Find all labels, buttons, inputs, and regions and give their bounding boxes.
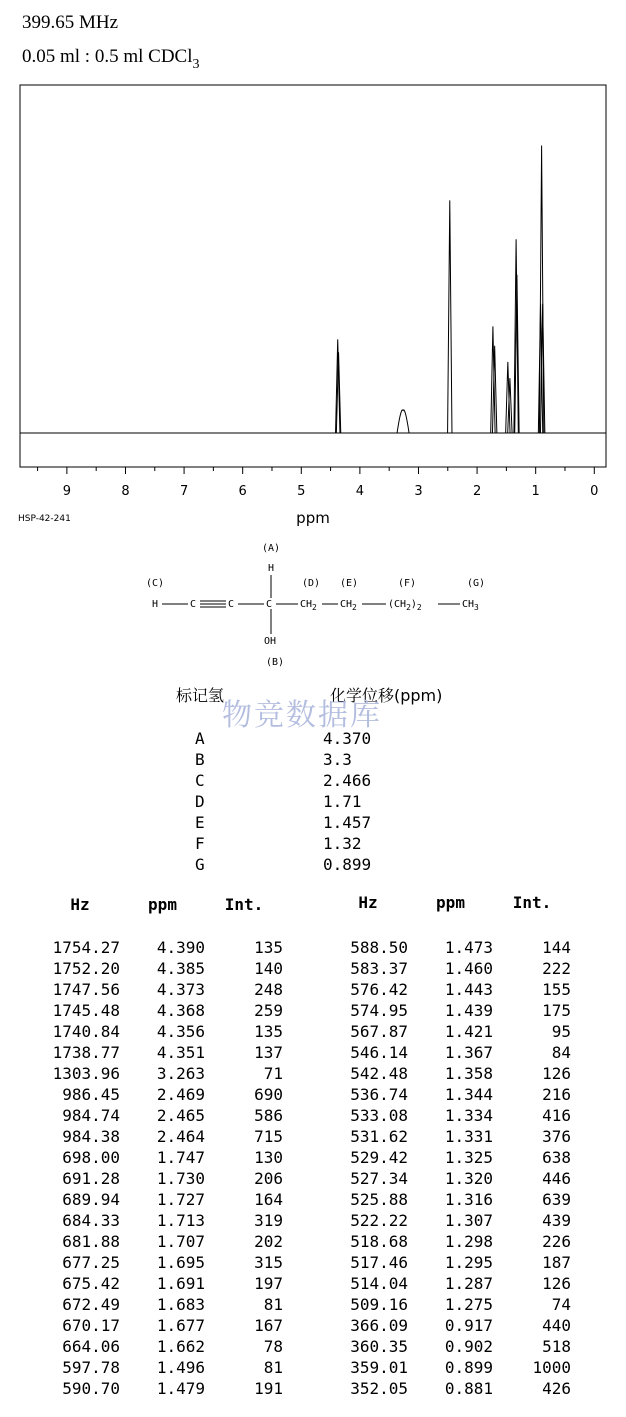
header-ppm: ppm	[148, 895, 177, 914]
sample-code: HSP-42-241	[18, 514, 71, 524]
peak-rows-right	[328, 937, 571, 1399]
peak-int: 639	[542, 1190, 571, 1209]
peak-hz: 509.16	[350, 1295, 408, 1314]
sample-description	[22, 46, 200, 73]
peak-rows-left	[40, 937, 283, 1399]
peak-row	[40, 1147, 283, 1168]
assignment-row	[195, 749, 371, 770]
peak-int: 446	[542, 1169, 571, 1188]
peak-hz: 1754.27	[52, 938, 120, 957]
atom-oh: OH	[264, 636, 277, 647]
peak-row	[40, 1378, 283, 1399]
peak-hz: 567.87	[350, 1022, 408, 1041]
peak-int: 71	[263, 1064, 283, 1083]
peak-hz: 352.05	[350, 1379, 408, 1398]
peak-int: 518	[542, 1337, 571, 1356]
peak-row	[40, 1231, 283, 1252]
peak-row	[328, 1252, 571, 1273]
peak-row	[40, 1189, 283, 1210]
peak-int: 144	[542, 938, 571, 957]
peak-ppm: 1.730	[156, 1169, 205, 1188]
peak-ppm: 4.390	[156, 938, 205, 957]
assignment-shift-header: 化学位移(ppm)	[330, 686, 443, 705]
peak-ppm: 4.373	[156, 980, 205, 999]
peak-int: 1000	[532, 1358, 571, 1377]
assignment-table	[195, 728, 371, 875]
peak-int: 81	[263, 1358, 283, 1377]
peak-int: 319	[254, 1211, 283, 1230]
peak-int: 248	[254, 980, 283, 999]
peak-row	[328, 1294, 571, 1315]
assignment-shift: 1.71	[323, 792, 362, 811]
assignment-row	[195, 812, 371, 833]
atom-ch2-f	[388, 599, 422, 612]
peak-row	[328, 979, 571, 1000]
peak-ppm: 1.691	[156, 1274, 205, 1293]
peak-hz: 359.01	[350, 1358, 408, 1377]
peak-int: 376	[542, 1127, 571, 1146]
peak-ppm: 1.695	[156, 1253, 205, 1272]
x-tick-label: 7	[179, 484, 189, 499]
atom-ch2-d	[300, 599, 317, 612]
peak-ppm: 1.358	[444, 1064, 493, 1083]
atom-ch2-e	[340, 599, 357, 612]
peak-ppm: 1.683	[156, 1295, 205, 1314]
header-hz: Hz	[70, 895, 90, 914]
peak-ppm: 1.367	[444, 1043, 493, 1062]
peak-hz: 517.46	[350, 1253, 408, 1272]
assignment-label: A	[195, 729, 205, 748]
peak-hz: 529.42	[350, 1148, 408, 1167]
sample-subscript: 3	[192, 57, 200, 72]
peak-row	[328, 1273, 571, 1294]
peak-row	[328, 1168, 571, 1189]
chemical-structure	[130, 538, 510, 668]
x-tick-label: 6	[238, 484, 247, 499]
peak-int: 259	[254, 1001, 283, 1020]
peak-ppm: 1.275	[444, 1295, 493, 1314]
peak-int: 222	[542, 959, 571, 978]
peak-row	[40, 1021, 283, 1042]
atom-ch3-g-main: CH	[462, 599, 475, 610]
atom-ch2-f-sub: 2	[406, 603, 411, 612]
peak-hz: 691.28	[62, 1169, 120, 1188]
atom-ch3-g-sub: 3	[474, 603, 479, 612]
peak-int: 137	[254, 1043, 283, 1062]
header-ppm: ppm	[436, 893, 465, 912]
peak-int: 315	[254, 1253, 283, 1272]
peak-hz: 677.25	[62, 1253, 120, 1272]
peak-row	[40, 1000, 283, 1021]
atom-ch2-d-main: CH	[300, 599, 313, 610]
peak-int: 638	[542, 1148, 571, 1167]
peak-list-header	[40, 895, 283, 915]
atom-c-1: C	[190, 599, 197, 610]
peak-row	[328, 1315, 571, 1336]
peak-hz: 1738.77	[52, 1043, 120, 1062]
peak-int: 586	[254, 1106, 283, 1125]
label-a: (A)	[262, 543, 281, 554]
peak-ppm: 1.287	[444, 1274, 493, 1293]
peak-ppm: 1.713	[156, 1211, 205, 1230]
x-tick-label: 3	[414, 484, 423, 499]
peak-row	[328, 1021, 571, 1042]
peak-int: 715	[254, 1127, 283, 1146]
peak-row	[40, 1315, 283, 1336]
peak-int: 216	[542, 1085, 571, 1104]
peak-hz: 518.68	[350, 1232, 408, 1251]
peak-int: 187	[542, 1253, 571, 1272]
peak-ppm: 0.881	[444, 1379, 493, 1398]
x-tick-label: 5	[297, 484, 306, 499]
assignment-row	[195, 770, 371, 791]
peak-ppm: 1.677	[156, 1316, 205, 1335]
peak-row	[40, 1273, 283, 1294]
atom-h-terminal: H	[152, 599, 159, 610]
peak-row	[328, 1189, 571, 1210]
atom-ch2-f-count: 2	[416, 603, 422, 612]
peak-int: 175	[542, 1001, 571, 1020]
peak-ppm: 4.351	[156, 1043, 205, 1062]
peak-hz: 588.50	[350, 938, 408, 957]
peak-int: 155	[542, 980, 571, 999]
peak-hz: 522.22	[350, 1211, 408, 1230]
assignment-row	[195, 854, 371, 875]
peak-int: 439	[542, 1211, 571, 1230]
atom-c-3: C	[266, 599, 273, 610]
peak-ppm: 1.344	[444, 1085, 493, 1104]
x-axis-label: ppm	[296, 509, 330, 527]
label-f: (F)	[398, 578, 417, 589]
peak-int: 440	[542, 1316, 571, 1335]
peak-ppm: 1.316	[444, 1190, 493, 1209]
peak-int: 84	[551, 1043, 571, 1062]
peak-ppm: 2.469	[156, 1085, 205, 1104]
peak-ppm: 1.473	[444, 938, 493, 957]
watermark: 物竞数据库	[222, 698, 382, 733]
peak-int: 135	[254, 1022, 283, 1041]
peak-ppm: 1.307	[444, 1211, 493, 1230]
peak-hz: 1747.56	[52, 980, 120, 999]
peak-ppm: 2.464	[156, 1127, 205, 1146]
spectrum-trace-group	[20, 146, 606, 433]
peak-ppm: 1.496	[156, 1358, 205, 1377]
peak-row	[328, 937, 571, 958]
spectrometer-frequency: 399.65 MHz	[22, 12, 119, 33]
assignment-shift: 3.3	[323, 750, 352, 769]
peak-int: 191	[254, 1379, 283, 1398]
atom-ch3-g	[462, 599, 479, 612]
peak-int: 416	[542, 1106, 571, 1125]
peak-row	[40, 1105, 283, 1126]
header-int: Int.	[224, 895, 264, 914]
peak-hz: 542.48	[350, 1064, 408, 1083]
peak-row	[328, 1357, 571, 1378]
atom-ch2-e-main: CH	[340, 599, 353, 610]
atom-ch2-f-close: )	[410, 599, 417, 610]
peak-hz: 360.35	[350, 1337, 408, 1356]
peak-hz: 984.38	[62, 1127, 120, 1146]
peak-hz: 1740.84	[52, 1022, 120, 1041]
peak-row	[328, 1042, 571, 1063]
peak-int: 126	[542, 1064, 571, 1083]
assignment-shift: 4.370	[323, 729, 372, 748]
peak-hz: 590.70	[62, 1379, 120, 1398]
spectrum-peak	[448, 200, 452, 433]
peak-ppm: 0.917	[444, 1316, 493, 1335]
peak-hz: 533.08	[350, 1106, 408, 1125]
peak-hz: 536.74	[350, 1085, 408, 1104]
peak-ppm: 2.465	[156, 1106, 205, 1125]
x-tick-label: 4	[355, 484, 365, 499]
peak-row	[40, 1357, 283, 1378]
peak-int: 167	[254, 1316, 283, 1335]
peak-row	[40, 1294, 283, 1315]
peak-ppm: 1.747	[156, 1148, 205, 1167]
peak-hz: 986.45	[62, 1085, 120, 1104]
peak-row	[40, 1336, 283, 1357]
peak-row	[328, 1336, 571, 1357]
peak-int: 81	[263, 1295, 283, 1314]
peak-ppm: 1.295	[444, 1253, 493, 1272]
peak-ppm: 1.479	[156, 1379, 205, 1398]
peak-hz: 1303.96	[52, 1064, 120, 1083]
peak-hz: 546.14	[350, 1043, 408, 1062]
peak-int: 202	[254, 1232, 283, 1251]
assignment-label: C	[195, 771, 205, 790]
assignment-row	[195, 833, 371, 854]
header-int: Int.	[512, 893, 552, 912]
peak-hz: 672.49	[62, 1295, 120, 1314]
assignment-shift: 0.899	[323, 855, 372, 874]
assignment-label: F	[195, 834, 205, 853]
peak-row	[40, 1210, 283, 1231]
peak-hz: 670.17	[62, 1316, 120, 1335]
peak-hz: 576.42	[350, 980, 408, 999]
peak-int: 126	[542, 1274, 571, 1293]
peak-hz: 684.33	[62, 1211, 120, 1230]
peak-hz: 664.06	[62, 1337, 120, 1356]
peak-hz: 527.34	[350, 1169, 408, 1188]
peak-hz: 574.95	[350, 1001, 408, 1020]
x-tick-label: 8	[121, 484, 130, 499]
label-c: (C)	[146, 578, 165, 589]
x-tick-label: 0	[590, 484, 599, 499]
peak-row	[328, 1378, 571, 1399]
peak-int: 74	[551, 1295, 571, 1314]
sample-text: 0.05 ml : 0.5 ml CDCl	[22, 46, 193, 67]
peak-hz: 531.62	[350, 1127, 408, 1146]
peak-row	[40, 1063, 283, 1084]
peak-row	[40, 1126, 283, 1147]
peak-ppm: 1.421	[444, 1022, 493, 1041]
peak-row	[40, 979, 283, 1000]
assignment-shift: 1.457	[323, 813, 372, 832]
peak-row	[40, 1252, 283, 1273]
peak-hz: 1745.48	[52, 1001, 120, 1020]
peak-row	[328, 1000, 571, 1021]
peak-hz: 525.88	[350, 1190, 408, 1209]
peak-ppm: 4.368	[156, 1001, 205, 1020]
peak-hz: 675.42	[62, 1274, 120, 1293]
peak-ppm: 1.325	[444, 1148, 493, 1167]
peak-row	[328, 1231, 571, 1252]
peak-row	[328, 958, 571, 979]
peak-row	[40, 937, 283, 958]
peak-row	[328, 1210, 571, 1231]
peak-ppm: 1.727	[156, 1190, 205, 1209]
peak-row	[40, 1042, 283, 1063]
label-g: (G)	[467, 578, 486, 589]
peak-row	[40, 1168, 283, 1189]
x-tick-label: 2	[472, 484, 482, 499]
peak-hz: 681.88	[62, 1232, 120, 1251]
label-d: (D)	[302, 578, 321, 589]
assignment-row	[195, 728, 371, 749]
label-e: (E)	[340, 578, 359, 589]
peak-ppm: 1.707	[156, 1232, 205, 1251]
x-tick-label: 9	[62, 484, 72, 499]
label-b: (B)	[266, 657, 285, 668]
peak-hz: 1752.20	[52, 959, 120, 978]
peak-int: 95	[551, 1022, 571, 1041]
peak-int: 140	[254, 959, 283, 978]
peak-ppm: 1.439	[444, 1001, 493, 1020]
peak-row	[328, 1147, 571, 1168]
header-hz: Hz	[358, 893, 378, 912]
peak-ppm: 1.443	[444, 980, 493, 999]
assignment-label: B	[195, 750, 205, 769]
peak-int: 226	[542, 1232, 571, 1251]
assignment-shift: 1.32	[323, 834, 362, 853]
nmr-spectrum-chart	[0, 80, 626, 530]
assignment-shift: 2.466	[323, 771, 372, 790]
peak-row	[328, 1126, 571, 1147]
peak-hz: 984.74	[62, 1106, 120, 1125]
peak-row	[40, 958, 283, 979]
atom-h-top: H	[268, 563, 275, 574]
peak-list-right	[328, 893, 571, 1399]
peak-list-header	[328, 893, 571, 913]
assignment-label: E	[195, 813, 205, 832]
assignment-label: D	[195, 792, 205, 811]
atom-ch2-d-sub: 2	[312, 603, 317, 612]
peak-row	[328, 1063, 571, 1084]
assignment-label: G	[195, 855, 205, 874]
x-tick-label: 1	[531, 484, 540, 499]
x-axis-ticks	[38, 467, 599, 499]
peak-int: 206	[254, 1169, 283, 1188]
atom-ch2-e-sub: 2	[352, 603, 357, 612]
peak-ppm: 3.263	[156, 1064, 205, 1083]
peak-hz: 698.00	[62, 1148, 120, 1167]
peak-ppm: 0.902	[444, 1337, 493, 1356]
peak-ppm: 1.298	[444, 1232, 493, 1251]
peak-ppm: 0.899	[444, 1358, 493, 1377]
peak-int: 135	[254, 938, 283, 957]
peak-ppm: 1.331	[444, 1127, 493, 1146]
atom-ch2-f-open: (CH	[388, 599, 407, 610]
spectrum-peak	[397, 410, 409, 433]
peak-ppm: 1.662	[156, 1337, 205, 1356]
peak-hz: 597.78	[62, 1358, 120, 1377]
peak-hz: 514.04	[350, 1274, 408, 1293]
peak-hz: 689.94	[62, 1190, 120, 1209]
peak-hz: 583.37	[350, 959, 408, 978]
peak-row	[328, 1084, 571, 1105]
atom-c-2: C	[228, 599, 235, 610]
peak-ppm: 1.460	[444, 959, 493, 978]
peak-int: 164	[254, 1190, 283, 1209]
peak-ppm: 4.356	[156, 1022, 205, 1041]
peak-row	[40, 1084, 283, 1105]
peak-ppm: 1.320	[444, 1169, 493, 1188]
peak-int: 426	[542, 1379, 571, 1398]
peak-ppm: 1.334	[444, 1106, 493, 1125]
peak-row	[328, 1105, 571, 1126]
assignment-label-header: 标记氢	[176, 686, 225, 705]
peak-ppm: 4.385	[156, 959, 205, 978]
peak-int: 690	[254, 1085, 283, 1104]
peak-list-left	[40, 895, 283, 1399]
peak-int: 78	[263, 1337, 283, 1356]
assignment-row	[195, 791, 371, 812]
peak-int: 197	[254, 1274, 283, 1293]
peak-hz: 366.09	[350, 1316, 408, 1335]
peak-int: 130	[254, 1148, 283, 1167]
